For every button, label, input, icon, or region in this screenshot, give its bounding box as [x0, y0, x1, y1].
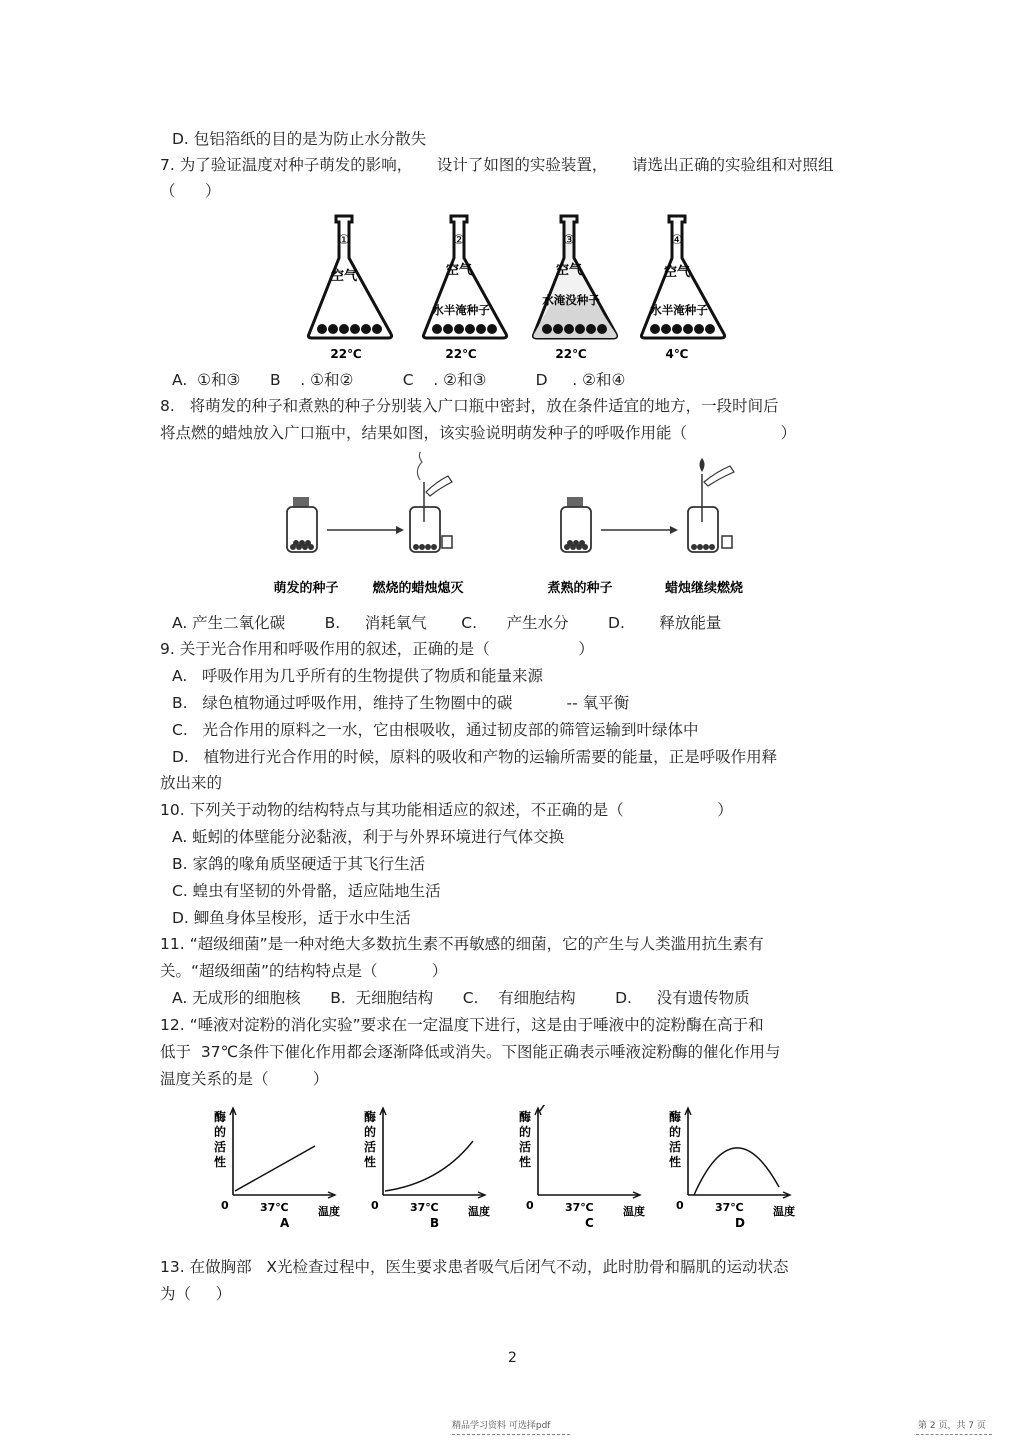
graph-letter: B [430, 1216, 440, 1230]
y-axis-label: 的 [669, 1125, 682, 1139]
q11-stem-line1: 11. “超级细菌”是一种对绝大多数抗生素不再敏感的细菌，它的产生与人类滥用抗生素有 [160, 935, 764, 953]
x-axis-label: 温度 [773, 1205, 795, 1218]
flask-3-label: 空气 [555, 263, 583, 278]
x-axis-label: 温度 [318, 1205, 340, 1218]
flask-1-number: ① [338, 233, 350, 248]
y-axis-label: 性 [669, 1155, 682, 1169]
q10-option-b: B. 家鸽的喙角质坚硬适于其飞行生活 [172, 855, 425, 873]
q13-stem-line1: 13. 在做胸部 X光检查过程中，医生要求患者吸气后闭气不动，此时肋骨和膈肌的运动状态 [160, 1258, 789, 1276]
q8-stem-line2: 将点燃的蜡烛放入广口瓶中，结果如图，该实验说明萌发种子的呼吸作用能（ ） [160, 424, 797, 442]
graph-D [669, 1108, 795, 1230]
flask-2-number: ② [453, 233, 465, 248]
q10-stem: 10. 下列关于动物的结构特点与其功能相适应的叙述，不正确的是（ ） [160, 801, 733, 819]
flask-3 [533, 216, 616, 361]
flask-3-number: ③ [563, 233, 575, 248]
flask-4-temp: 4℃ [665, 347, 689, 361]
graph-letter: D [735, 1216, 745, 1230]
activity-curve [385, 1141, 473, 1191]
y-axis-label: 性 [214, 1155, 227, 1169]
q11-stem-line2: 关。“超级细菌”的结构特点是（ ） [160, 962, 448, 980]
flask-2-temp: 22℃ [445, 347, 477, 361]
q12-stem-line3: 温度关系的是（ ） [160, 1070, 329, 1088]
graph-letter: C [585, 1216, 594, 1230]
q7-flask-figure [296, 208, 736, 368]
q8-jar-figure [270, 452, 770, 602]
flask-4-number: ④ [671, 233, 683, 248]
q9-stem: 9. 关于光合作用和呼吸作用的叙述，正确的是（ ） [160, 640, 594, 658]
q9-option-b: B. 绿色植物通过呼吸作用，维持了生物圈中的碳 -- 氧平衡 [172, 694, 630, 712]
flask-1-temp: 22℃ [330, 347, 362, 361]
tick-37c: 37℃ [715, 1201, 744, 1214]
q13-stem-line2: 为（ ） [160, 1285, 232, 1303]
tick-37c: 37℃ [410, 1201, 439, 1214]
footer-right-dashes [916, 1434, 992, 1435]
caption-candle-burns: 蜡烛继续燃烧 [664, 581, 744, 596]
caption-boiled: 煮熟的种子 [547, 581, 613, 596]
q6-option-d: D. 包铝箔纸的目的是为防止水分散失 [172, 130, 427, 148]
q12-stem-line2: 低于 37℃条件下催化作用都会逐渐降低或消失。下图能正确表示唾液淀粉酶的催化作用与 [160, 1043, 781, 1061]
activity-curve [694, 1148, 779, 1195]
jar-boiled [561, 497, 591, 552]
y-axis-label: 的 [364, 1125, 377, 1139]
q7-stem-line2: （ ） [160, 182, 221, 200]
q9-option-d-line1: D. 植物进行光合作用的时候，原料的吸收和产物的运输所需要的能量，正是呼吸作用释 [172, 748, 778, 766]
origin-label: 0 [526, 1199, 534, 1212]
flask-1-label: 空气 [330, 269, 358, 284]
y-axis-label: 酶 [519, 1110, 532, 1124]
jar-candle-burns [688, 458, 734, 552]
flask-4-note: 水半淹种子 [650, 303, 708, 317]
y-axis-label: 活 [214, 1140, 227, 1154]
flask-3-note: 水淹没种子 [542, 293, 600, 307]
q7-stem-line1: 7. 为了验证温度对种子萌发的影响， 设计了如图的实验装置， 请选出正确的实验组和对照组 [160, 156, 834, 174]
q10-option-c: C. 蝗虫有坚韧的外骨骼，适应陆地生活 [172, 882, 441, 900]
q10-option-d: D. 鲫鱼身体呈梭形，适于水中生活 [172, 909, 411, 927]
footer-right: 第 2 页，共 7 页 [918, 1421, 986, 1431]
x-axis-label: 温度 [468, 1205, 490, 1218]
q9-option-a: A. 呼吸作用为几乎所有的生物提供了物质和能量来源 [172, 667, 544, 685]
jar-germinating [287, 497, 317, 552]
q12-stem-line1: 12. “唾液对淀粉的消化实验”要求在一定温度下进行，这是由于唾液中的淀粉酶在高于和 [160, 1016, 764, 1034]
y-axis-label: 性 [519, 1155, 532, 1169]
jar-candle-out [410, 452, 452, 552]
graph-C [519, 1105, 645, 1230]
y-axis-label: 活 [669, 1140, 682, 1154]
y-axis-label: 的 [214, 1125, 227, 1139]
x-axis-label: 温度 [623, 1205, 645, 1218]
graph-B [364, 1108, 490, 1230]
q11-options: A. 无成形的细胞核 B. 无细胞结构 C. 有细胞结构 D. 没有遗传物质 [172, 989, 750, 1007]
q7-options: A. ①和③ B . ①和② C . ②和③ D . ②和④ [172, 371, 626, 389]
flask-2-label: 空气 [445, 263, 473, 278]
q10-option-a: A. 蚯蚓的体壁能分泌黏液，利于与外界环境进行气体交换 [172, 828, 565, 846]
q9-option-d-line2: 放出来的 [160, 774, 223, 792]
q9-option-c: C. 光合作用的原料之一水，它由根吸收，通过韧皮部的筛管运输到叶绿体中 [172, 721, 699, 739]
q8-stem-line1: 8. 将萌发的种子和煮熟的种子分别装入广口瓶中密封，放在条件适宜的地方，一段时间后 [160, 397, 779, 415]
flask-4-label: 空气 [663, 265, 691, 280]
q12-enzyme-graphs [200, 1105, 820, 1240]
flask-1 [308, 216, 391, 361]
y-axis-label: 活 [519, 1140, 532, 1154]
y-axis-label: 酶 [669, 1110, 682, 1124]
origin-label: 0 [676, 1199, 684, 1212]
y-axis-label: 性 [364, 1155, 377, 1169]
footer-left: 精品学习资料 可选择pdf [452, 1421, 551, 1431]
graph-A [214, 1108, 340, 1230]
y-axis-label: 酶 [364, 1110, 377, 1124]
tick-37c: 37℃ [565, 1201, 594, 1214]
tick-37c: 37℃ [260, 1201, 289, 1214]
origin-label: 0 [221, 1199, 229, 1212]
y-axis-label: 酶 [214, 1110, 227, 1124]
flask-2 [423, 216, 506, 361]
q8-options: A. 产生二氧化碳 B. 消耗氧气 C. 产生水分 D. 释放能量 [172, 614, 722, 632]
graph-letter: A [280, 1216, 290, 1230]
y-axis-label: 的 [519, 1125, 532, 1139]
activity-curve [235, 1146, 315, 1191]
page-number: 2 [508, 1350, 517, 1366]
footer-left-dashes [452, 1434, 570, 1435]
flask-2-note: 水半淹种子 [432, 303, 490, 317]
y-axis-label: 活 [364, 1140, 377, 1154]
flask-4 [641, 216, 724, 361]
activity-curve [540, 1105, 628, 1111]
caption-candle-out: 燃烧的蜡烛熄灭 [372, 581, 464, 596]
origin-label: 0 [371, 1199, 379, 1212]
flask-3-temp: 22℃ [555, 347, 587, 361]
caption-germinating: 萌发的种子 [273, 581, 339, 596]
